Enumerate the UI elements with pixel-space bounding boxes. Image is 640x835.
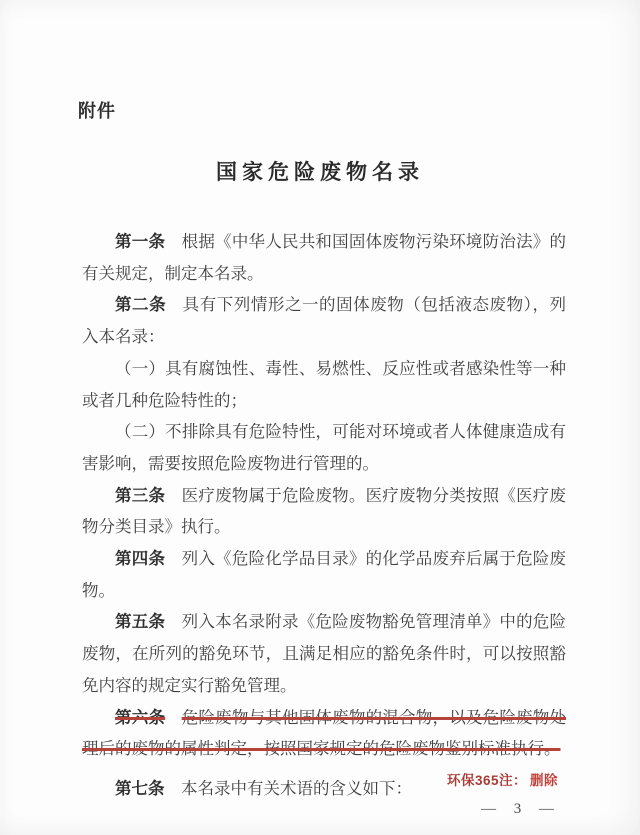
article-text: 根据《中华人民共和国固体废物污染环境防治法》的有关规定，制定本名录。 — [82, 232, 567, 283]
reviewer-annotation — [447, 769, 558, 789]
article-text: （一）具有腐蚀性、毒性、易燃性、反应性或者感染性等一种或者几种危险特性的； — [82, 358, 566, 410]
article-paragraph — [82, 226, 566, 289]
article-paragraph — [82, 416, 566, 479]
article-label: 第七条 — [115, 778, 165, 798]
article-text: 本名录中有关术语的含义如下： — [181, 778, 412, 798]
article-paragraph — [82, 606, 566, 701]
article-text: 危险废物与其他固体废物的混合物，以及危险废物处理后的废物的属性判定，按照国家规定的危险废物鉴别标准执行。 — [82, 707, 567, 759]
article-text: 列入《危险化学品目录》的化学品废弃后属于危险废物。 — [82, 549, 567, 600]
article-label: 第六条 — [115, 707, 166, 727]
annotation-prefix: 环保365注： — [446, 773, 527, 788]
article-paragraph — [82, 543, 566, 606]
page-number: — 3 — — [481, 801, 556, 817]
article-label: 第五条 — [115, 612, 166, 632]
document-title: 国家危险废物名录 — [216, 161, 424, 184]
attachment-label: 附件 — [78, 101, 116, 121]
article-paragraph — [82, 353, 566, 416]
article-text: 具有下列情形之一的固体废物（包括液态废物），列入本名录： — [82, 295, 567, 347]
article-label: 第一条 — [115, 232, 166, 251]
article-label: 第四条 — [115, 549, 166, 569]
article-label: 第二条 — [115, 295, 167, 315]
article-label: 第三条 — [115, 485, 166, 505]
annotation-action: 删除 — [530, 773, 558, 788]
article-paragraph — [82, 289, 566, 352]
article-paragraph — [82, 480, 566, 543]
article-text: （二）不排除具有危险特性，可能对环境或者人体健康造成有害影响，需要按照危险废物进行管理的。 — [82, 422, 566, 473]
article-paragraph — [82, 702, 566, 765]
article-text: 列入本名录附录《危险废物豁免管理清单》中的危险废物，在所列的豁免环节，且满足相应的豁免条件时，可以按照豁免内容的规定实行豁免管理。 — [82, 612, 567, 695]
article-text: 医疗废物属于危险废物。医疗废物分类按照《医疗废物分类目录》执行。 — [82, 485, 567, 537]
document-body — [82, 226, 566, 805]
